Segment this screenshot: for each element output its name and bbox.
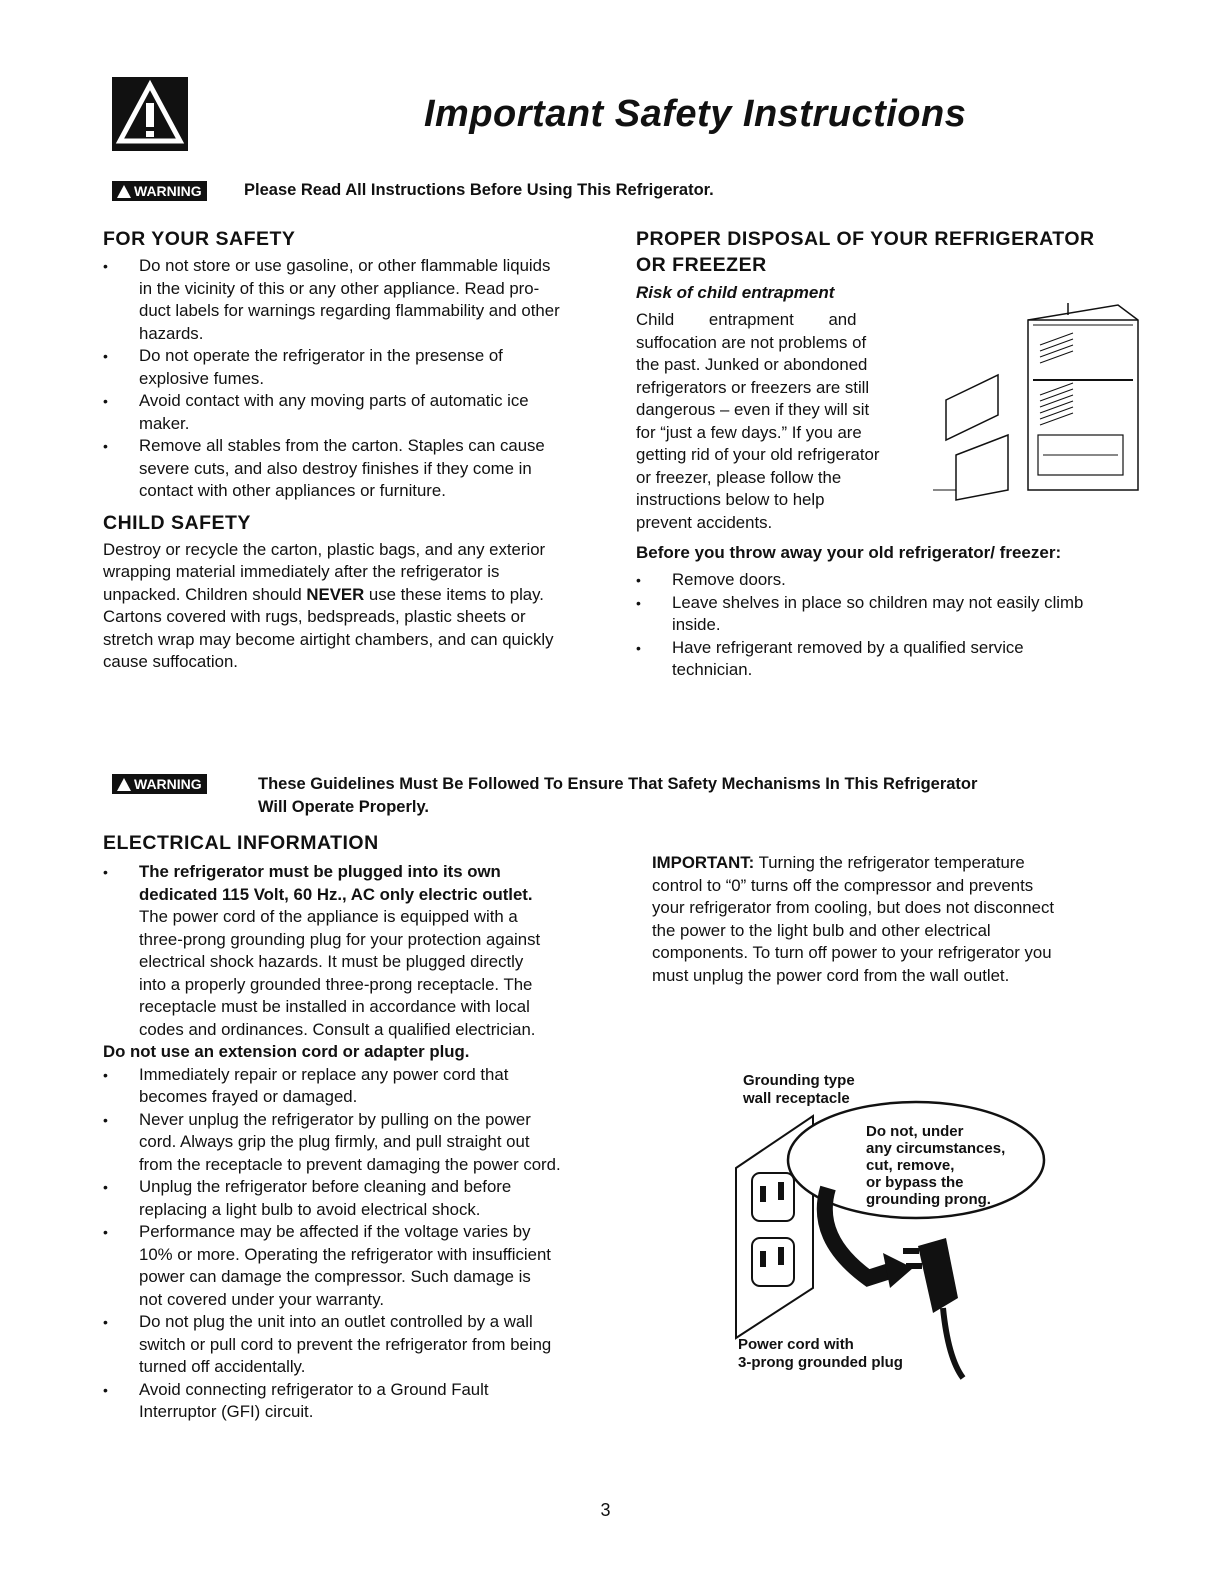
list-item: • Immediately repair or replace any power cord that becomes frayed or damaged.	[103, 1064, 623, 1109]
warning-triangle-icon	[112, 77, 188, 151]
warning-badge-label: WARNING	[134, 776, 202, 792]
warning-badge	[112, 774, 207, 794]
receptacle-label: Grounding type wall receptacle	[743, 1072, 855, 1107]
list-item: • Never unplug the refrigerator by pulling on the power cord. Always grip the plug firmly, and pull straight out from the receptacle to prevent damaging the power cord.	[103, 1109, 623, 1177]
cord-label: Power cord with 3-prong grounded plug	[738, 1336, 903, 1371]
important-note: IMPORTANT: Turning the refrigerator temperature control to “0” turns off the compressor and prevents your refrigerator from cooling, but does not disconnect the power to the light bulb and other electrical components. To turn off power to your refrigerator you must unplug the power cord from the wall outlet.	[652, 853, 1055, 985]
your-safety-section	[103, 228, 613, 674]
list-item: • The refrigerator must be plugged into its own dedicated 115 Volt, 60 Hz., AC only electric outlet. The power cord of the appliance is equipped with a three-prong grounding plug for your protection against electrical shock hazards. It must be plugged directly into a properly grounded three-prong receptacle. The receptacle must be installed in accordance with local codes and ordinances. Consult a qualified electrician.	[103, 861, 623, 1041]
warning-badge	[112, 181, 207, 201]
electrical-list	[103, 861, 623, 1041]
list-item: • Remove all stables from the carton. Staples can cause severe cuts, and also destroy finishes if they come in contact with other appliances or furniture.	[103, 435, 613, 503]
warning-text: Please Read All Instructions Before Using This Refrigerator.	[244, 181, 714, 199]
list-item: • Do not store or use gasoline, or other flammable liquids in the vicinity of this or any other appliance. Read pro- duct labels for warnings regarding flammability and other hazards.	[103, 255, 613, 345]
warning-icon	[117, 778, 131, 791]
important-label: IMPORTANT:	[652, 853, 755, 872]
extension-warning: Do not use an extension cord or adapter plug.	[103, 1042, 470, 1061]
list-item: • Do not plug the unit into an outlet controlled by a wall switch or pull cord to prevent the refrigerator from being turned off accidentally.	[103, 1311, 623, 1379]
section-heading: CHILD SAFETY	[103, 511, 251, 534]
list-item: • Do not operate the refrigerator in the presense of explosive fumes.	[103, 345, 613, 390]
caution-text: Do not, under any circumstances, cut, remove, or bypass the grounding prong.	[866, 1123, 1006, 1208]
warning-text: These Guidelines Must Be Followed To Ensure That Safety Mechanisms In This Refrigerator Will Operate Properly.	[258, 775, 978, 816]
warning-badge-label: WARNING	[134, 183, 202, 199]
warning-icon	[117, 185, 131, 198]
subheading: Risk of child entrapment	[636, 283, 835, 302]
disposal-list	[636, 569, 1156, 682]
electrical-list	[103, 1064, 623, 1424]
list-item: • Have refrigerant removed by a qualified service technician.	[636, 637, 1156, 682]
list-item: • Leave shelves in place so children may not easily climb inside.	[636, 592, 1156, 637]
list-item: • Avoid contact with any moving parts of automatic ice maker.	[103, 390, 613, 435]
section-heading: ELECTRICAL INFORMATION	[103, 832, 379, 854]
list-item: • Remove doors.	[636, 569, 1156, 592]
list-item: • Avoid connecting refrigerator to a Ground Fault Interruptor (GFI) circuit.	[103, 1379, 623, 1424]
plug-illustration	[718, 1038, 1068, 1383]
before-heading: Before you throw away your old refrigerator/ freezer:	[636, 543, 1062, 562]
list-item: • Unplug the refrigerator before cleaning and before replacing a light bulb to avoid electrical shock.	[103, 1176, 623, 1221]
safety-list	[103, 255, 613, 503]
electrical-section	[103, 832, 623, 1424]
section-heading: PROPER DISPOSAL OF YOUR REFRIGERATOR	[636, 228, 1095, 250]
list-item: • Performance may be affected if the voltage varies by 10% or more. Operating the refrigerator with insufficient power can damage the compressor. Such damage is not covered under your warranty.	[103, 1221, 623, 1311]
section-heading: OR FREEZER	[636, 254, 767, 276]
child-safety-text: Destroy or recycle the carton, plastic bags, and any exterior wrapping material immediately after the refrigerator is unpacked. Children should NEVER use these items to play. Cartons covered with rugs, bedspreads, plastic sheets or stretch wrap may become airtight chambers, and can quickly cause suffocation.	[103, 539, 554, 671]
disposal-body: Child entrapment and suffocation are not problems of the past. Junked or abondoned refrigerators or freezers are still dangerous – even if they will sit for “just a few days.” If you are getting rid of your old refrigerator or freezer, please follow the instructions below to help prevent accidents.	[636, 310, 880, 532]
refrigerator-illustration	[928, 295, 1158, 505]
section-heading: FOR YOUR SAFETY	[103, 228, 296, 250]
page-number: 3	[600, 1500, 611, 1520]
page-title: Important Safety Instructions	[424, 93, 967, 135]
